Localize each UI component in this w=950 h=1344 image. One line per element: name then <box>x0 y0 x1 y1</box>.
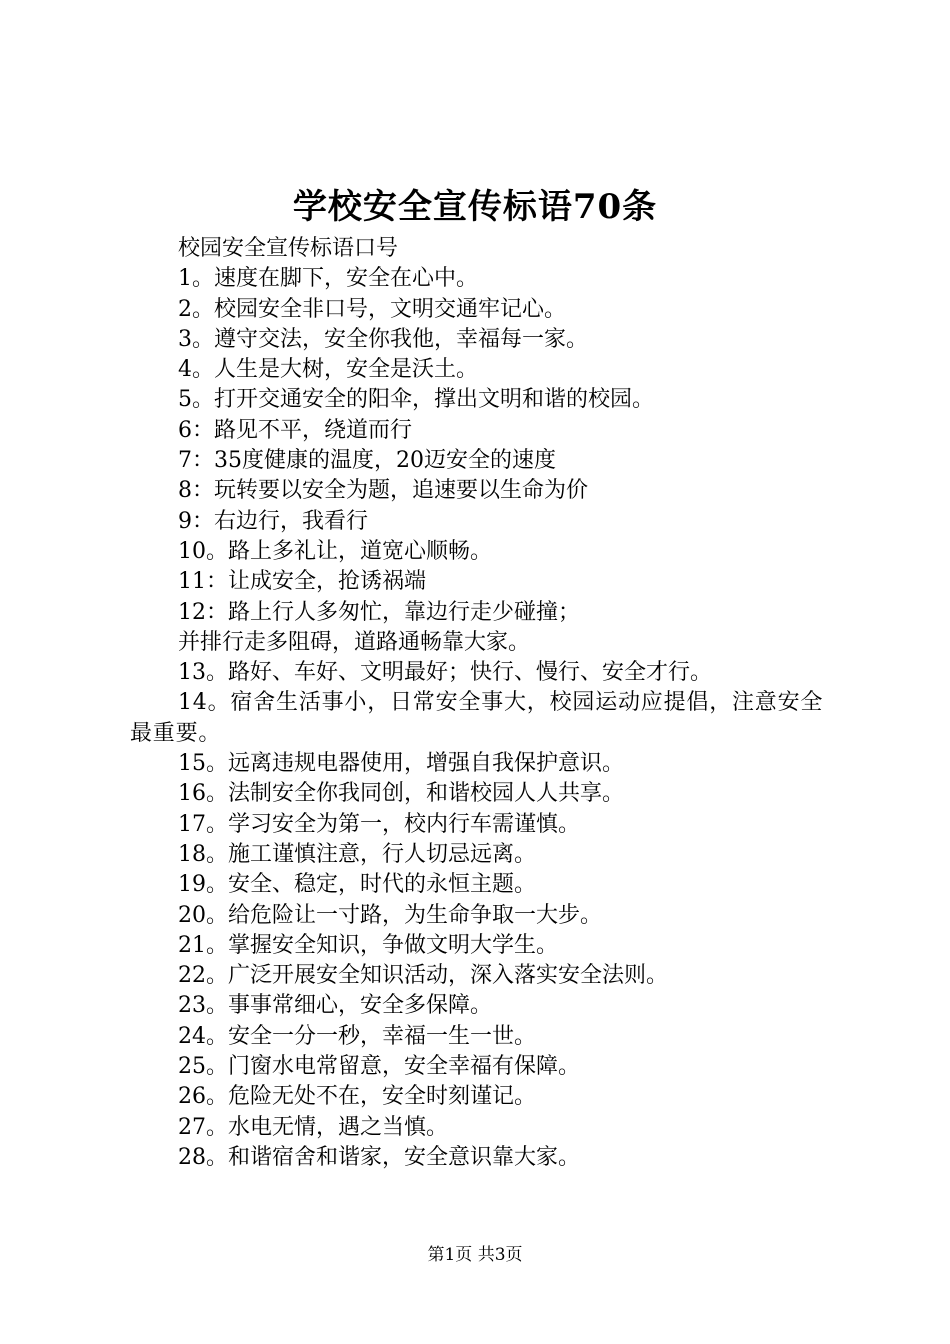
text-line: 16。法制安全你我同创，和谐校园人人共享。 <box>178 781 624 807</box>
page-footer: 第1页 共3页 <box>427 1245 523 1265</box>
text-line: 21。掌握安全知识，争做文明大学生。 <box>178 932 558 958</box>
text-line: 20。给危险让一寸路，为生命争取一大步。 <box>178 902 602 928</box>
document-title: 学校安全宣传标语70条 <box>292 187 658 227</box>
text-line: 19。安全、稳定，时代的永恒主题。 <box>178 872 536 898</box>
text-line: 18。施工谨慎注意，行人切忌远离。 <box>178 841 536 867</box>
text-line: 26。危险无处不在，安全时刻谨记。 <box>178 1084 536 1110</box>
text-line: 10。路上多礼让，道宽心顺畅。 <box>178 538 492 564</box>
text-line: 17。学习安全为第一，校内行车需谨慎。 <box>178 811 580 837</box>
text-line: 4。人生是大树，安全是沃土。 <box>178 357 478 383</box>
text-line: 并排行走多阻碍，道路通畅靠大家。 <box>178 629 531 655</box>
text-line: 28。和谐宿舍和谐家，安全意识靠大家。 <box>178 1144 580 1170</box>
text-line: 5。打开交通安全的阳伞，撑出文明和谐的校园。 <box>178 387 654 413</box>
text-line: 24。安全一分一秒，幸福一生一世。 <box>178 1023 536 1049</box>
text-line: 7：35度健康的温度，20迈安全的速度 <box>178 448 556 474</box>
text-line: 1。速度在脚下，安全在心中。 <box>178 266 478 292</box>
text-line: 13。路好、车好、文明最好；快行、慢行、安全才行。 <box>178 660 712 686</box>
text-line: 11：让成安全，抢诱祸端 <box>178 569 426 595</box>
text-line: 9：右边行，我看行 <box>178 508 368 534</box>
text-line: 6：路见不平，绕道而行 <box>178 417 412 443</box>
text-line: 25。门窗水电常留意，安全幸福有保障。 <box>178 1054 580 1080</box>
text-paragraph: 14。宿舍生活事小，日常安全事大，校园运动应提倡，注意安全最重要。 <box>130 690 824 746</box>
text-line: 15。远离违规电器使用，增强自我保护意识。 <box>178 751 624 777</box>
text-line: 8：玩转要以安全为题，追速要以生命为价 <box>178 478 588 504</box>
document-body <box>130 234 835 1173</box>
text-line: 27。水电无情，遇之当慎。 <box>178 1114 448 1140</box>
text-line: 12：路上行人多匆忙，靠边行走少碰撞； <box>178 599 580 625</box>
text-line: 3。遵守交法，安全你我他，幸福每一家。 <box>178 326 588 352</box>
text-line: 22。广泛开展安全知识活动，深入落实安全法则。 <box>178 963 668 989</box>
text-line: 23。事事常细心，安全多保障。 <box>178 993 492 1019</box>
text-line: 校园安全宣传标语口号 <box>178 236 399 261</box>
text-line: 2。校园安全非口号，文明交通牢记心。 <box>178 296 566 322</box>
